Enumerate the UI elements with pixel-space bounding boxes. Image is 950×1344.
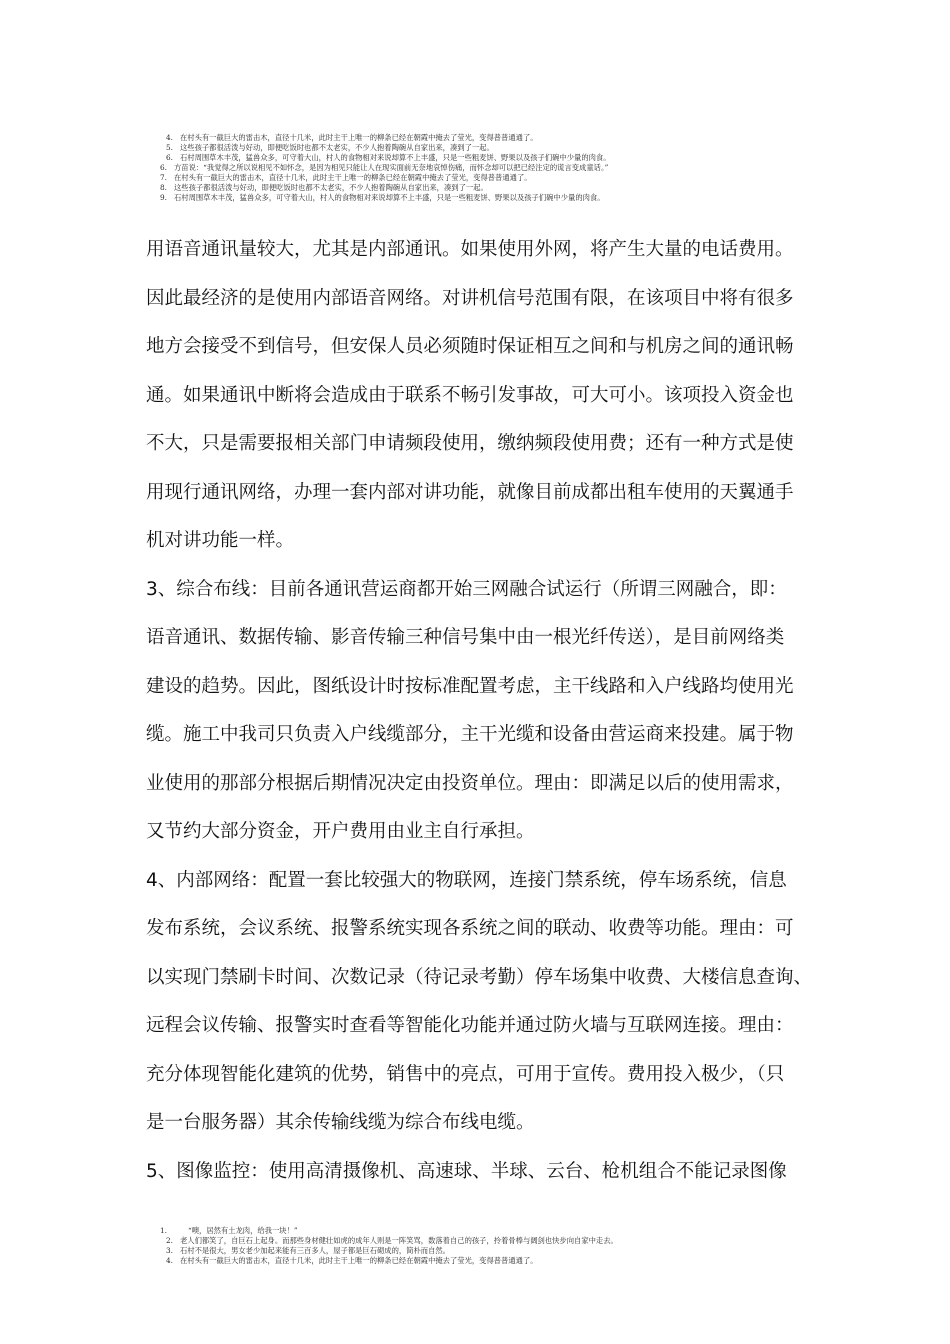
body-paragraph-line: 缆。施工中我司只负责入户线缆部分，主干光缆和设备由营运商来投建。属于物 xyxy=(146,724,794,745)
footnote-number: 9. xyxy=(160,193,167,202)
footnote-number: 5. xyxy=(166,143,173,152)
footnote-line xyxy=(160,1236,880,1246)
body-paragraph-line: 远程会议传输、报警实时查看等智能化功能并通过防火墙与互联网连接。理由： xyxy=(146,1015,794,1036)
footnote-line xyxy=(160,1226,880,1236)
footnote-line xyxy=(160,173,880,183)
footnote-number: 6. xyxy=(166,153,173,162)
footnote-number: 8. xyxy=(160,183,167,192)
body-paragraph-line: 业使用的那部分根据后期情况决定由投资单位。理由：即满足以后的使用需求， xyxy=(146,772,794,794)
body-paragraph-line: 是一台服务器）其余传输线缆为综合布线电缆。 xyxy=(146,1112,535,1133)
body-paragraph-line: 因此最经济的是使用内部语音网络。对讲机信号范围有限，在该项目中将有很多 xyxy=(146,287,794,309)
body-paragraph-line: 地方会接受不到信号，但安保人员必须随时保证相互之间和与机房之间的通讯畅 xyxy=(146,336,794,357)
body-paragraph-line: 通。如果通讯中断将会造成由于联系不畅引发事故，可大可小。该项投入资金也 xyxy=(146,384,794,406)
body-paragraph-line: 又节约大部分资金，开户费用由业主自行承担。 xyxy=(146,821,535,842)
main-body-text xyxy=(146,226,846,1196)
footnote-text: 方苗说：“我觉得之所以说相见不如怀念，是因为相见只能让人在现实面前无奈地哀悼伤痛，而怀念却可以把已经注定的谎言变成童话。” xyxy=(174,163,609,172)
body-paragraph-line: 用现行通讯网络，办理一套内部对讲功能，就像目前成都出租车使用的天翼通手 xyxy=(146,481,794,503)
section-heading-line: 5、图像监控：使用高清摄像机、高速球、半球、云台、枪机组合不能记录图像 xyxy=(146,1160,787,1182)
footnote-number: 1. xyxy=(160,1226,167,1235)
body-paragraph-line: 用语音通讯量较大，尤其是内部通讯。如果使用外网，将产生大量的电话费用。 xyxy=(146,239,794,260)
body-paragraph-line: 语音通讯、数据传输、影音传输三种信号集中由一根光纤传送），是目前网络类 xyxy=(146,627,785,648)
body-paragraph-line: 充分体现智能化建筑的优势，销售中的亮点，可用于宣传。费用投入极少，（只 xyxy=(146,1063,785,1085)
footnote-line xyxy=(160,133,880,143)
footnote-number: 2. xyxy=(166,1236,173,1245)
section-heading-line: 3、综合布线：目前各通讯营运商都开始三网融合试运行（所谓三网融合，即： xyxy=(146,578,787,600)
body-paragraph-line: 以实现门禁刷卡时间、次数记录（待记录考勤）停车场集中收费、大楼信息查询、 xyxy=(146,966,813,988)
footnote-text: 在村头有一截巨大的雷击木，直径十几米，此时主干上唯一的柳条已经在朝霞中掩去了莹光，变得普普通通了。 xyxy=(174,173,532,182)
footnote-text: 石村不是很大，男女老少加起来能有三百多人，屋子都是巨石砌成的，简朴而自然。 xyxy=(180,1246,450,1255)
footnote-line xyxy=(160,183,880,193)
body-paragraph-line: 不大，只是需要报相关部门申请频段使用，缴纳频段使用费；还有一种方式是使 xyxy=(146,433,794,454)
footnote-line xyxy=(160,1246,880,1256)
body-paragraph-line: 建设的趋势。因此，图纸设计时按标准配置考虑，主干线路和入户线路均使用光 xyxy=(146,675,794,697)
footnote-number: 4. xyxy=(166,133,173,142)
footnote-text: 石村周围草木丰茂，猛兽众多，可守着大山，村人的食物相对来说却算不上丰盛，只是一些粗麦饼、野果以及孩子们碗中少量的肉食。 xyxy=(180,153,611,162)
footnote-number: 7. xyxy=(160,173,167,182)
footnote-line xyxy=(160,143,880,153)
section-heading-line: 4、内部网络：配置一套比较强大的物联网，连接门禁系统，停车场系统，信息 xyxy=(146,869,787,891)
footnote-number: 4. xyxy=(166,1256,173,1265)
body-paragraph-line: 发布系统，会议系统、报警系统实现各系统之间的联动、收费等功能。理由：可 xyxy=(146,918,794,939)
footnote-number: 3. xyxy=(166,1246,173,1255)
body-paragraph-line: 机对讲功能一样。 xyxy=(146,530,295,551)
footnote-text: 这些孩子都很活泼与好动，即便吃饭时也都不太老实，不少人抱着陶碗从自家出来，凑到了一起。 xyxy=(180,143,494,152)
footnote-line xyxy=(160,193,880,203)
footnote-text: 石村周围草木丰茂，猛兽众多，可守着大山，村人的食物相对来说却算不上丰盛，只是一些粗麦饼、野果以及孩子们碗中少量的肉食。 xyxy=(174,193,605,202)
footnote-text: 在村头有一截巨大的雷击木，直径十几米，此时主干上唯一的柳条已经在朝霞中掩去了莹光，变得普普通通了。 xyxy=(180,1256,538,1265)
header-footnotes xyxy=(160,133,880,203)
footnote-text: 这些孩子都很活泼与好动，即便吃饭时也都不太老实，不少人抱着陶碗从自家出来，凑到了一起。 xyxy=(174,183,488,192)
footnote-text: “噢，居然有土龙肉，给我一块！” xyxy=(188,1226,298,1235)
footnote-line xyxy=(160,1256,880,1266)
footer-footnotes xyxy=(160,1226,880,1266)
footnote-text: 在村头有一截巨大的雷击木，直径十几米，此时主干上唯一的柳条已经在朝霞中掩去了莹光，变得普普通通了。 xyxy=(180,133,538,142)
footnote-text: 老人们都笑了，自巨石上起身。而那些身材健壮如虎的成年人则是一阵笑骂，数落着自己的孩子，拎着骨棒与阔剑也快步向自家中走去。 xyxy=(180,1236,618,1245)
footnote-line xyxy=(160,163,880,173)
footnote-number: 6. xyxy=(160,163,167,172)
footnote-line xyxy=(160,153,880,163)
